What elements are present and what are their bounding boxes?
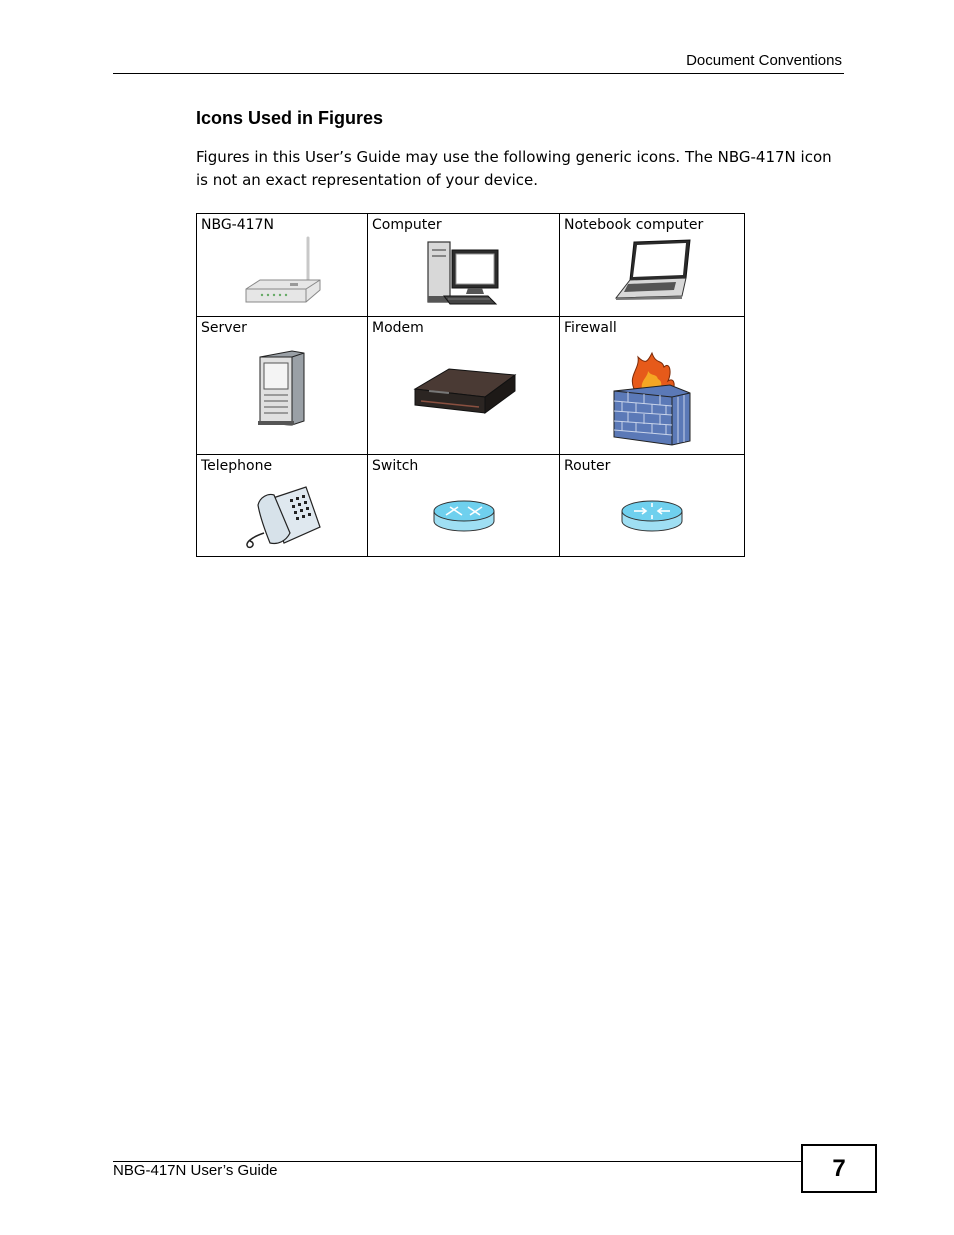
wireless-router-icon bbox=[197, 234, 367, 308]
table-cell bbox=[197, 214, 368, 317]
cell-label: Firewall bbox=[564, 320, 617, 336]
header-rule bbox=[113, 73, 844, 74]
cell-label: Telephone bbox=[201, 458, 273, 474]
icons-table bbox=[196, 213, 745, 557]
cell-label: Modem bbox=[372, 320, 424, 336]
cell-label: Switch bbox=[372, 458, 419, 474]
server-icon bbox=[197, 347, 367, 427]
intro-paragraph: Figures in this User’s Guide may use the following generic icons. The NBG-417N icon is not an exact representation of your device. bbox=[196, 148, 832, 189]
table-cell bbox=[368, 455, 560, 557]
switch-icon bbox=[368, 497, 559, 537]
section-heading: Icons Used in Figures bbox=[196, 108, 384, 128]
page-number: 7 bbox=[801, 1144, 877, 1193]
table-cell bbox=[560, 317, 745, 455]
cell-label: NBG-417N bbox=[201, 217, 274, 233]
footer-guide-title: NBG-417N User’s Guide bbox=[113, 1162, 278, 1179]
cell-label: Server bbox=[201, 320, 247, 336]
firewall-icon bbox=[560, 351, 744, 447]
table-row bbox=[197, 455, 745, 557]
telephone-icon bbox=[197, 483, 367, 551]
router-icon bbox=[560, 497, 744, 537]
table-row bbox=[197, 317, 745, 455]
table-cell bbox=[368, 214, 560, 317]
modem-icon bbox=[368, 361, 559, 419]
cell-label: Computer bbox=[372, 217, 442, 233]
table-cell bbox=[560, 214, 745, 317]
cell-label: Router bbox=[564, 458, 611, 474]
notebook-computer-icon bbox=[560, 238, 744, 300]
computer-icon bbox=[368, 238, 559, 308]
table-row bbox=[197, 214, 745, 317]
running-header: Document Conventions bbox=[686, 52, 842, 69]
table-cell bbox=[368, 317, 560, 455]
table-cell bbox=[560, 455, 745, 557]
table-cell bbox=[197, 455, 368, 557]
cell-label: Notebook computer bbox=[564, 217, 704, 233]
table-cell bbox=[197, 317, 368, 455]
